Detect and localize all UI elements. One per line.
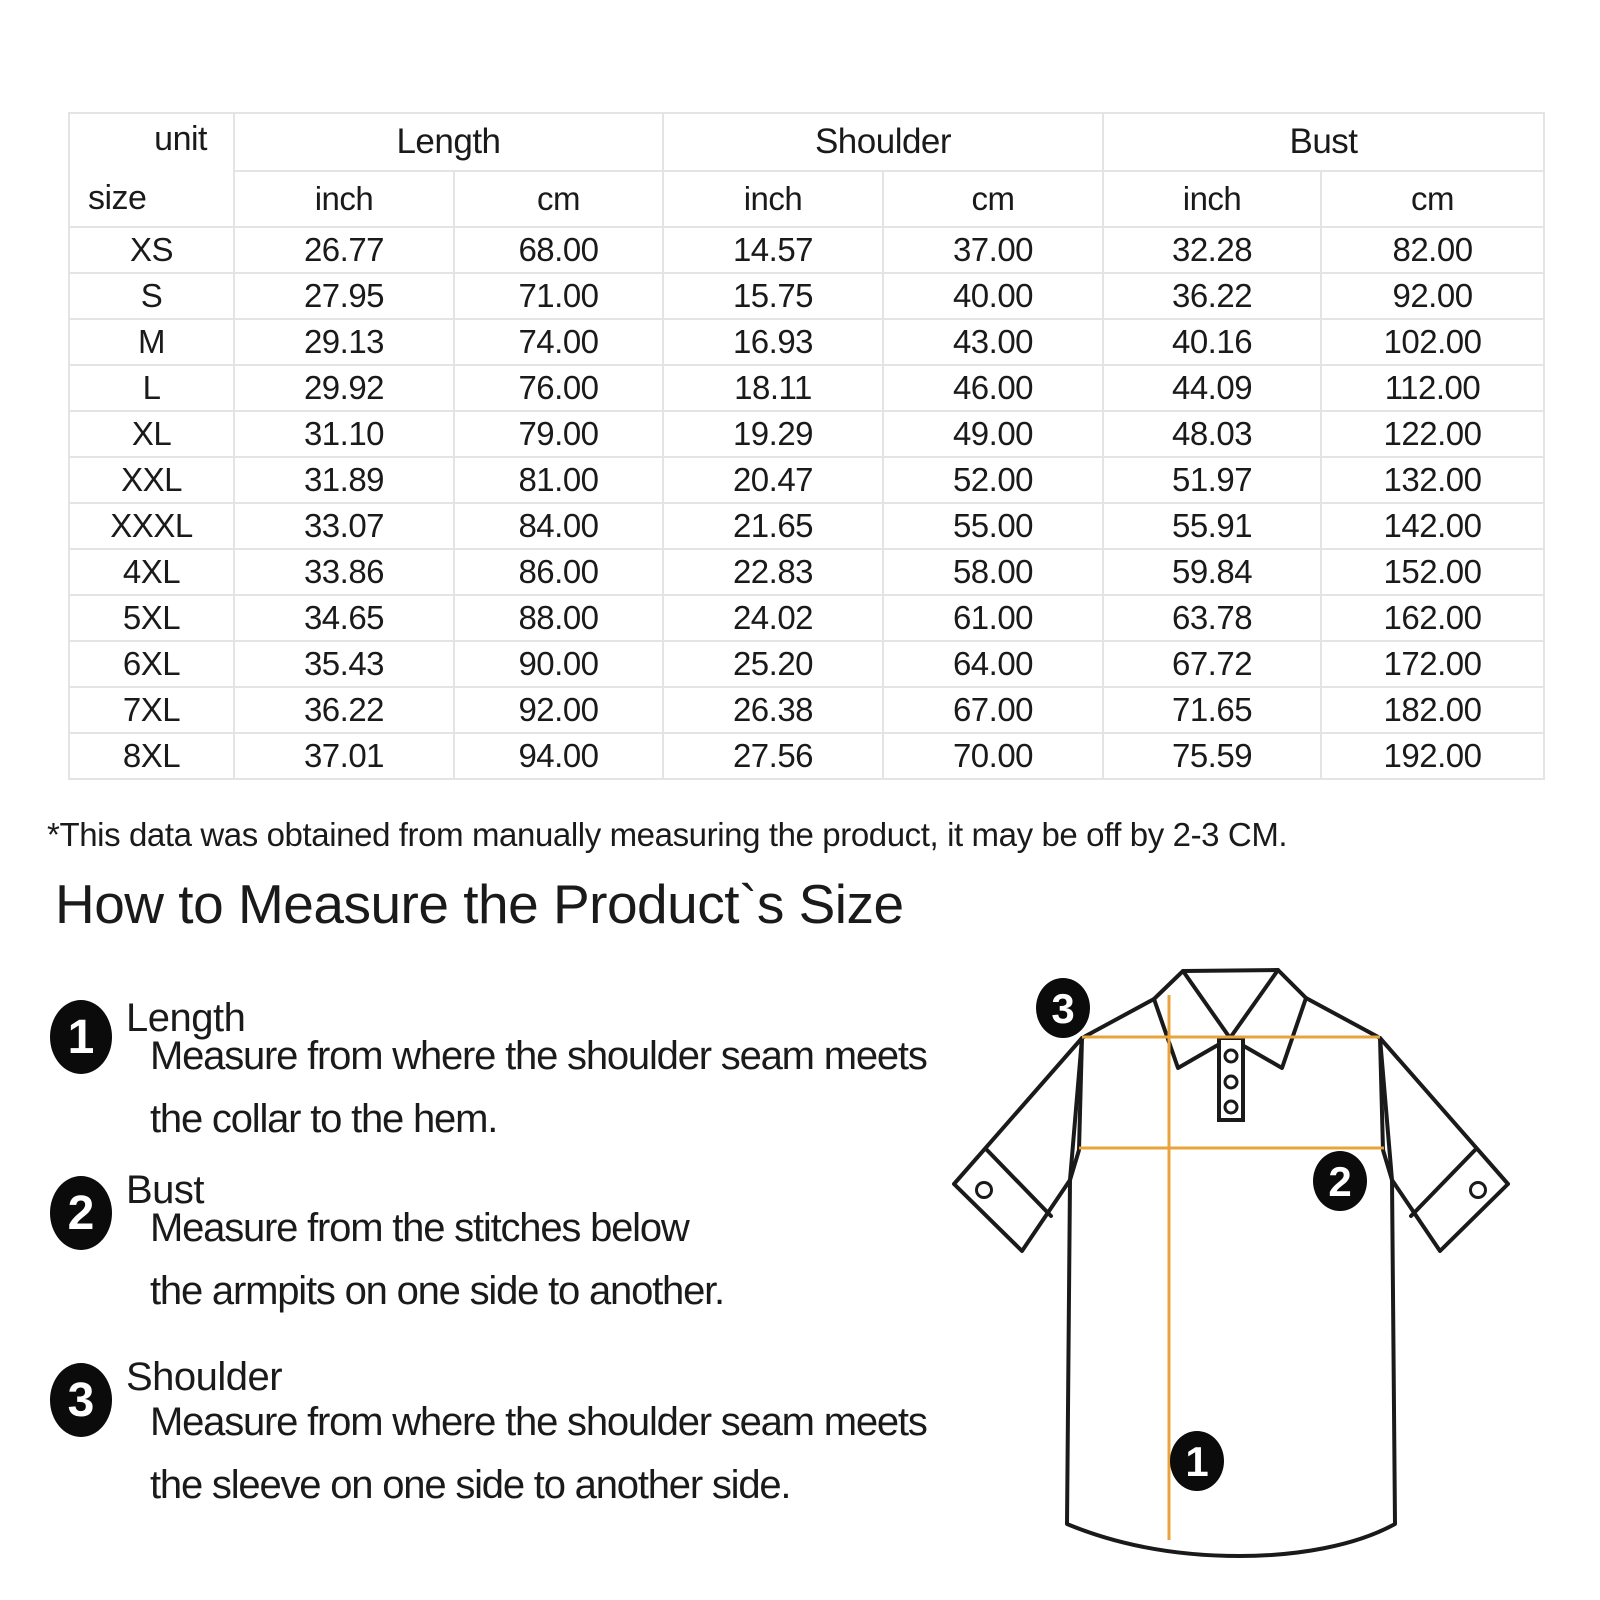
measurement-note: *This data was obtained from manually measuring the product, it may be off by 2-3 CM. [47, 816, 1288, 853]
value-cell: 67.72 [1103, 641, 1321, 687]
value-cell: 63.78 [1103, 595, 1321, 641]
placket-button-icon [1225, 1050, 1237, 1062]
size-cell: XS [69, 227, 234, 273]
size-table [68, 112, 1545, 780]
value-cell: 55.91 [1103, 503, 1321, 549]
value-cell: 92.00 [1321, 273, 1544, 319]
right-sleeve [1380, 1038, 1508, 1251]
value-cell: 18.11 [663, 365, 883, 411]
value-cell: 68.00 [454, 227, 663, 273]
size-cell: 7XL [69, 687, 234, 733]
unit-size-corner-cell [69, 113, 234, 227]
value-cell: 34.65 [234, 595, 454, 641]
column-group-bust: Bust [1103, 113, 1544, 171]
value-cell: 43.00 [883, 319, 1103, 365]
value-cell: 142.00 [1321, 503, 1544, 549]
value-cell: 79.00 [454, 411, 663, 457]
value-cell: 172.00 [1321, 641, 1544, 687]
value-cell: 82.00 [1321, 227, 1544, 273]
size-cell: XXXL [69, 503, 234, 549]
value-cell: 92.00 [454, 687, 663, 733]
subheader-shoulder-inch: inch [663, 171, 883, 227]
svg-text:3: 3 [1051, 985, 1075, 1032]
value-cell: 40.16 [1103, 319, 1321, 365]
instruction-badge-2: 2 [50, 1176, 112, 1250]
instruction-text: Measure from the stitches below [150, 1206, 689, 1250]
instruction-text: Measure from where the shoulder seam meets [150, 1034, 927, 1078]
value-cell: 182.00 [1321, 687, 1544, 733]
value-cell: 24.02 [663, 595, 883, 641]
value-cell: 46.00 [883, 365, 1103, 411]
value-cell: 21.65 [663, 503, 883, 549]
table-row [69, 319, 1544, 365]
left-sleeve [954, 1038, 1082, 1251]
subheader-bust-inch: inch [1103, 171, 1321, 227]
right-cuff-button-icon [1471, 1183, 1486, 1198]
marker-shoulder [1036, 978, 1090, 1038]
instruction-text: Measure from where the shoulder seam meets [150, 1400, 927, 1444]
placket [1219, 1038, 1243, 1120]
subheader-length-cm: cm [454, 171, 663, 227]
size-cell: M [69, 319, 234, 365]
left-cuff-button-icon [977, 1183, 992, 1198]
instruction-text: the collar to the hem. [150, 1097, 498, 1141]
instruction-badge-1: 1 [50, 1000, 112, 1074]
marker-length [1170, 1431, 1224, 1491]
table-row [69, 595, 1544, 641]
value-cell: 122.00 [1321, 411, 1544, 457]
table-group-header-row [69, 113, 1544, 171]
column-group-shoulder: Shoulder [663, 113, 1103, 171]
value-cell: 152.00 [1321, 549, 1544, 595]
table-row [69, 457, 1544, 503]
value-cell: 76.00 [454, 365, 663, 411]
instruction-badge-3: 3 [50, 1363, 112, 1437]
size-cell: 4XL [69, 549, 234, 595]
column-group-length: Length [234, 113, 663, 171]
value-cell: 29.13 [234, 319, 454, 365]
value-cell: 25.20 [663, 641, 883, 687]
value-cell: 74.00 [454, 319, 663, 365]
table-row [69, 687, 1544, 733]
value-cell: 35.43 [234, 641, 454, 687]
value-cell: 32.28 [1103, 227, 1321, 273]
value-cell: 14.57 [663, 227, 883, 273]
value-cell: 36.22 [234, 687, 454, 733]
value-cell: 67.00 [883, 687, 1103, 733]
value-cell: 40.00 [883, 273, 1103, 319]
value-cell: 59.84 [1103, 549, 1321, 595]
value-cell: 51.97 [1103, 457, 1321, 503]
table-row [69, 227, 1544, 273]
value-cell: 37.01 [234, 733, 454, 779]
table-unit-header-row [69, 171, 1544, 227]
instruction-text: the sleeve on one side to another side. [150, 1463, 791, 1507]
section-heading: How to Measure the Product`s Size [55, 873, 904, 935]
size-cell: 8XL [69, 733, 234, 779]
table-row [69, 365, 1544, 411]
instruction-label-shoulder: Shoulder [126, 1355, 283, 1399]
unit-label: unit [154, 120, 207, 158]
value-cell: 33.86 [234, 549, 454, 595]
svg-text:1: 1 [1185, 1438, 1209, 1485]
size-label: size [88, 179, 147, 217]
value-cell: 37.00 [883, 227, 1103, 273]
value-cell: 71.00 [454, 273, 663, 319]
size-cell: L [69, 365, 234, 411]
value-cell: 61.00 [883, 595, 1103, 641]
value-cell: 29.92 [234, 365, 454, 411]
table-row [69, 273, 1544, 319]
subheader-length-inch: inch [234, 171, 454, 227]
subheader-bust-cm: cm [1321, 171, 1544, 227]
value-cell: 132.00 [1321, 457, 1544, 503]
value-cell: 71.65 [1103, 687, 1321, 733]
size-cell: XXL [69, 457, 234, 503]
value-cell: 26.38 [663, 687, 883, 733]
value-cell: 22.83 [663, 549, 883, 595]
size-cell: 6XL [69, 641, 234, 687]
subheader-shoulder-cm: cm [883, 171, 1103, 227]
value-cell: 27.56 [663, 733, 883, 779]
value-cell: 70.00 [883, 733, 1103, 779]
value-cell: 94.00 [454, 733, 663, 779]
value-cell: 88.00 [454, 595, 663, 641]
table-row [69, 503, 1544, 549]
value-cell: 192.00 [1321, 733, 1544, 779]
placket-button-icon [1225, 1101, 1237, 1113]
value-cell: 75.59 [1103, 733, 1321, 779]
marker-bust [1313, 1151, 1367, 1211]
size-cell: 5XL [69, 595, 234, 641]
value-cell: 90.00 [454, 641, 663, 687]
table-row [69, 641, 1544, 687]
value-cell: 112.00 [1321, 365, 1544, 411]
value-cell: 102.00 [1321, 319, 1544, 365]
value-cell: 162.00 [1321, 595, 1544, 641]
table-row [69, 733, 1544, 779]
shirt-diagram [925, 928, 1550, 1593]
value-cell: 52.00 [883, 457, 1103, 503]
value-cell: 15.75 [663, 273, 883, 319]
value-cell: 31.10 [234, 411, 454, 457]
value-cell: 36.22 [1103, 273, 1321, 319]
value-cell: 58.00 [883, 549, 1103, 595]
instruction-label-bust: Bust [126, 1168, 205, 1212]
value-cell: 64.00 [883, 641, 1103, 687]
instruction-text: the armpits on one side to another. [150, 1269, 724, 1313]
value-cell: 86.00 [454, 549, 663, 595]
value-cell: 55.00 [883, 503, 1103, 549]
size-cell: S [69, 273, 234, 319]
table-row [69, 411, 1544, 457]
instruction-label-length: Length [126, 996, 246, 1040]
value-cell: 20.47 [663, 457, 883, 503]
value-cell: 49.00 [883, 411, 1103, 457]
value-cell: 27.95 [234, 273, 454, 319]
svg-text:2: 2 [1328, 1158, 1352, 1205]
table-row [69, 549, 1544, 595]
value-cell: 84.00 [454, 503, 663, 549]
value-cell: 81.00 [454, 457, 663, 503]
size-cell: XL [69, 411, 234, 457]
value-cell: 16.93 [663, 319, 883, 365]
value-cell: 48.03 [1103, 411, 1321, 457]
value-cell: 26.77 [234, 227, 454, 273]
value-cell: 44.09 [1103, 365, 1321, 411]
value-cell: 33.07 [234, 503, 454, 549]
value-cell: 31.89 [234, 457, 454, 503]
placket-button-icon [1225, 1076, 1237, 1088]
value-cell: 19.29 [663, 411, 883, 457]
